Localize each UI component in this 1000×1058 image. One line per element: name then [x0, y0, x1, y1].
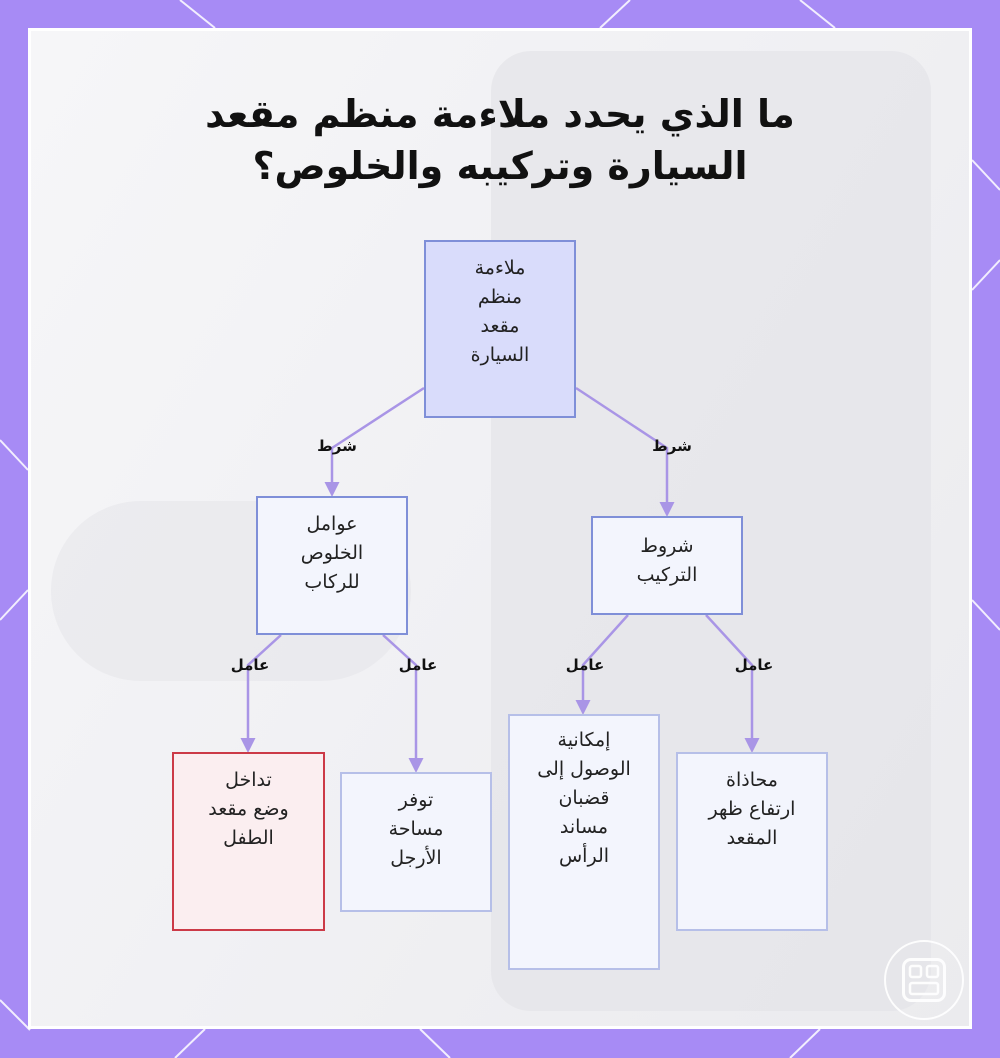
node-child-seat-interference [172, 752, 325, 931]
title-line-1: ما الذي يحدد ملاءمة منظم مقعد [205, 92, 795, 136]
edge-label-factor: عامل [230, 656, 270, 674]
watermark-logo [884, 940, 964, 1020]
edge-installation-to-seatback [706, 615, 752, 750]
node-passenger-clearance [256, 496, 408, 635]
edge-label-factor: عامل [565, 656, 605, 674]
node-seatback-alignment-label: محاذاة ارتفاع ظهر المقعد [708, 769, 796, 849]
node-legroom-availability [340, 772, 492, 912]
title-line-2: السيارة وتركيبه والخلوص؟ [252, 144, 748, 188]
grid-icon [902, 958, 946, 1002]
node-root-label: ملاءمة منظم مقعد السيارة [470, 257, 530, 366]
node-seatback-alignment [676, 752, 828, 931]
edge-label-condition-right: شرط [652, 437, 692, 455]
node-headrest-access-label: إمكانية الوصول إلى قضبان مساند الرأس [537, 729, 631, 867]
edge-label-condition-left: شرط [317, 437, 357, 455]
edge-label-factor: عامل [398, 656, 438, 674]
node-installation-conditions [591, 516, 743, 615]
node-root [424, 240, 576, 418]
edge-label-factor: عامل [734, 656, 774, 674]
node-legroom-availability-label: توفر مساحة الأرجل [388, 789, 444, 869]
node-child-seat-interference-label: تداخل وضع مقعد الطفل [208, 769, 289, 849]
node-installation-conditions-label: شروط التركيب [636, 535, 698, 586]
node-headrest-access [508, 714, 660, 970]
node-passenger-clearance-label: عوامل الخلوص للركاب [300, 513, 364, 593]
edge-clearance-to-child-seat [248, 635, 281, 750]
